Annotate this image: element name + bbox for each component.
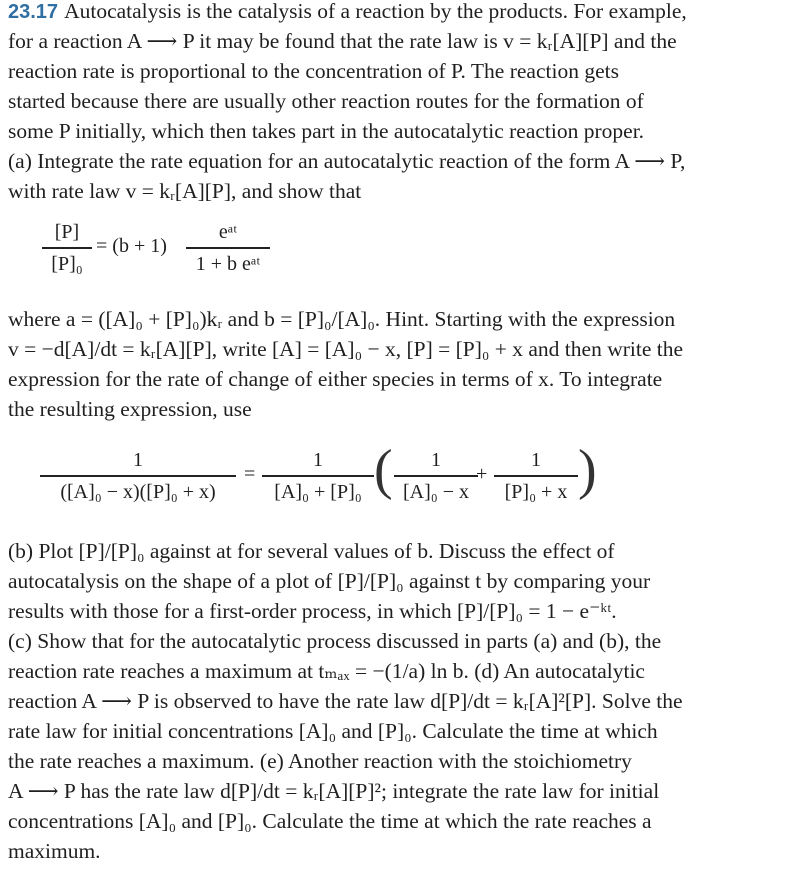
eq2-coef-den: [A]₀ + [P]₀ bbox=[274, 480, 362, 503]
eq1-lhs-fraction bbox=[42, 220, 92, 276]
part-c-line: reaction rate reaches a maximum at tₘₐₓ = −(1/a) ln b. (d) An autocatalytic bbox=[8, 659, 645, 683]
eq1-rhs-den: 1 + b eᵃᵗ bbox=[195, 252, 261, 275]
eq2-lhs-fraction bbox=[40, 448, 236, 504]
eq1-middle: = (b + 1) bbox=[96, 235, 167, 257]
equation-2 bbox=[0, 439, 786, 518]
part-e-line: concentrations [A]₀ and [P]₀. Calculate the time at which the rate reaches a bbox=[8, 809, 652, 833]
eq2-term1-fraction bbox=[394, 448, 478, 504]
intro-line: reaction rate is proportional to the concentration of P. The reaction gets bbox=[8, 59, 619, 83]
eq2-left-paren: ( bbox=[374, 439, 393, 501]
equation-1 bbox=[0, 220, 786, 286]
part-e-line: A ⟶ P has the rate law d[P]/dt = kᵣ[A][P]²; integrate the rate law for initial bbox=[8, 779, 660, 803]
eq2-lhs-den: ([A]₀ − x)([P]₀ + x) bbox=[60, 480, 216, 503]
eq2-t1-den: [A]₀ − x bbox=[402, 480, 469, 503]
part-b-line: (b) Plot [P]/[P]₀ against at for several values of b. Discuss the effect of bbox=[8, 539, 615, 563]
part-b-line: autocatalysis on the shape of a plot of [P]/[P]₀ against t by comparing your bbox=[8, 569, 651, 593]
eq2-plus: + bbox=[476, 463, 488, 485]
where-line: where a = ([A]₀ + [P]₀)kᵣ and b = [P]₀/[A]₀. Hint. Starting with the expression bbox=[8, 307, 676, 331]
eq2-term2-fraction bbox=[494, 448, 578, 504]
part-e-line: maximum. bbox=[8, 839, 101, 863]
part-d-line: the rate reaches a maximum. (e) Another reaction with the stoichiometry bbox=[8, 749, 632, 773]
intro-line: started because there are usually other reaction routes for the formation of bbox=[8, 89, 644, 113]
eq2-t2-num: 1 bbox=[531, 449, 541, 471]
problem-intro-line: 23.17 Autocatalysis is the catalysis of a reaction by the products. For example, bbox=[8, 0, 687, 23]
part-d-line: rate law for initial concentrations [A]₀ and [P]₀. Calculate the time at which bbox=[8, 719, 658, 743]
eq2-t1-num: 1 bbox=[431, 449, 441, 471]
eq2-right-paren: ) bbox=[578, 439, 597, 501]
part-a-line: with rate law v = kᵣ[A][P], and show that bbox=[8, 179, 362, 203]
where-line: the resulting expression, use bbox=[8, 397, 252, 421]
eq1-rhs-fraction bbox=[186, 220, 270, 276]
where-line: v = −d[A]/dt = kᵣ[A][P], write [A] = [A]₀ − x, [P] = [P]₀ + x and then write the bbox=[8, 337, 684, 361]
part-a-line: (a) Integrate the rate equation for an autocatalytic reaction of the form A ⟶ P, bbox=[8, 149, 686, 173]
eq1-rhs-num: eᵃᵗ bbox=[218, 221, 238, 243]
eq1-lhs-num: [P] bbox=[54, 221, 80, 243]
eq2-equals: = bbox=[244, 463, 256, 485]
part-c-line: (c) Show that for the autocatalytic process discussed in parts (a) and (b), the bbox=[8, 629, 662, 653]
eq1-lhs-den: [P]₀ bbox=[51, 252, 83, 275]
part-d-line: reaction A ⟶ P is observed to have the rate law d[P]/dt = kᵣ[A]²[P]. Solve the bbox=[8, 689, 683, 713]
problem-number: 23.17 bbox=[8, 1, 59, 23]
eq2-t2-den: [P]₀ + x bbox=[504, 480, 568, 503]
intro-line: some P initially, which then takes part in the autocatalytic reaction proper. bbox=[8, 119, 645, 143]
eq2-lhs-num: 1 bbox=[133, 449, 143, 471]
part-b-line: results with those for a first-order process, in which [P]/[P]₀ = 1 − e⁻ᵏᵗ. bbox=[8, 599, 617, 623]
intro-line: for a reaction A ⟶ P it may be found that the rate law is v = kᵣ[A][P] and the bbox=[8, 29, 677, 53]
eq2-coef-fraction bbox=[262, 448, 374, 504]
where-line: expression for the rate of change of either species in terms of x. To integrate bbox=[8, 367, 663, 391]
eq2-coef-num: 1 bbox=[313, 449, 323, 471]
